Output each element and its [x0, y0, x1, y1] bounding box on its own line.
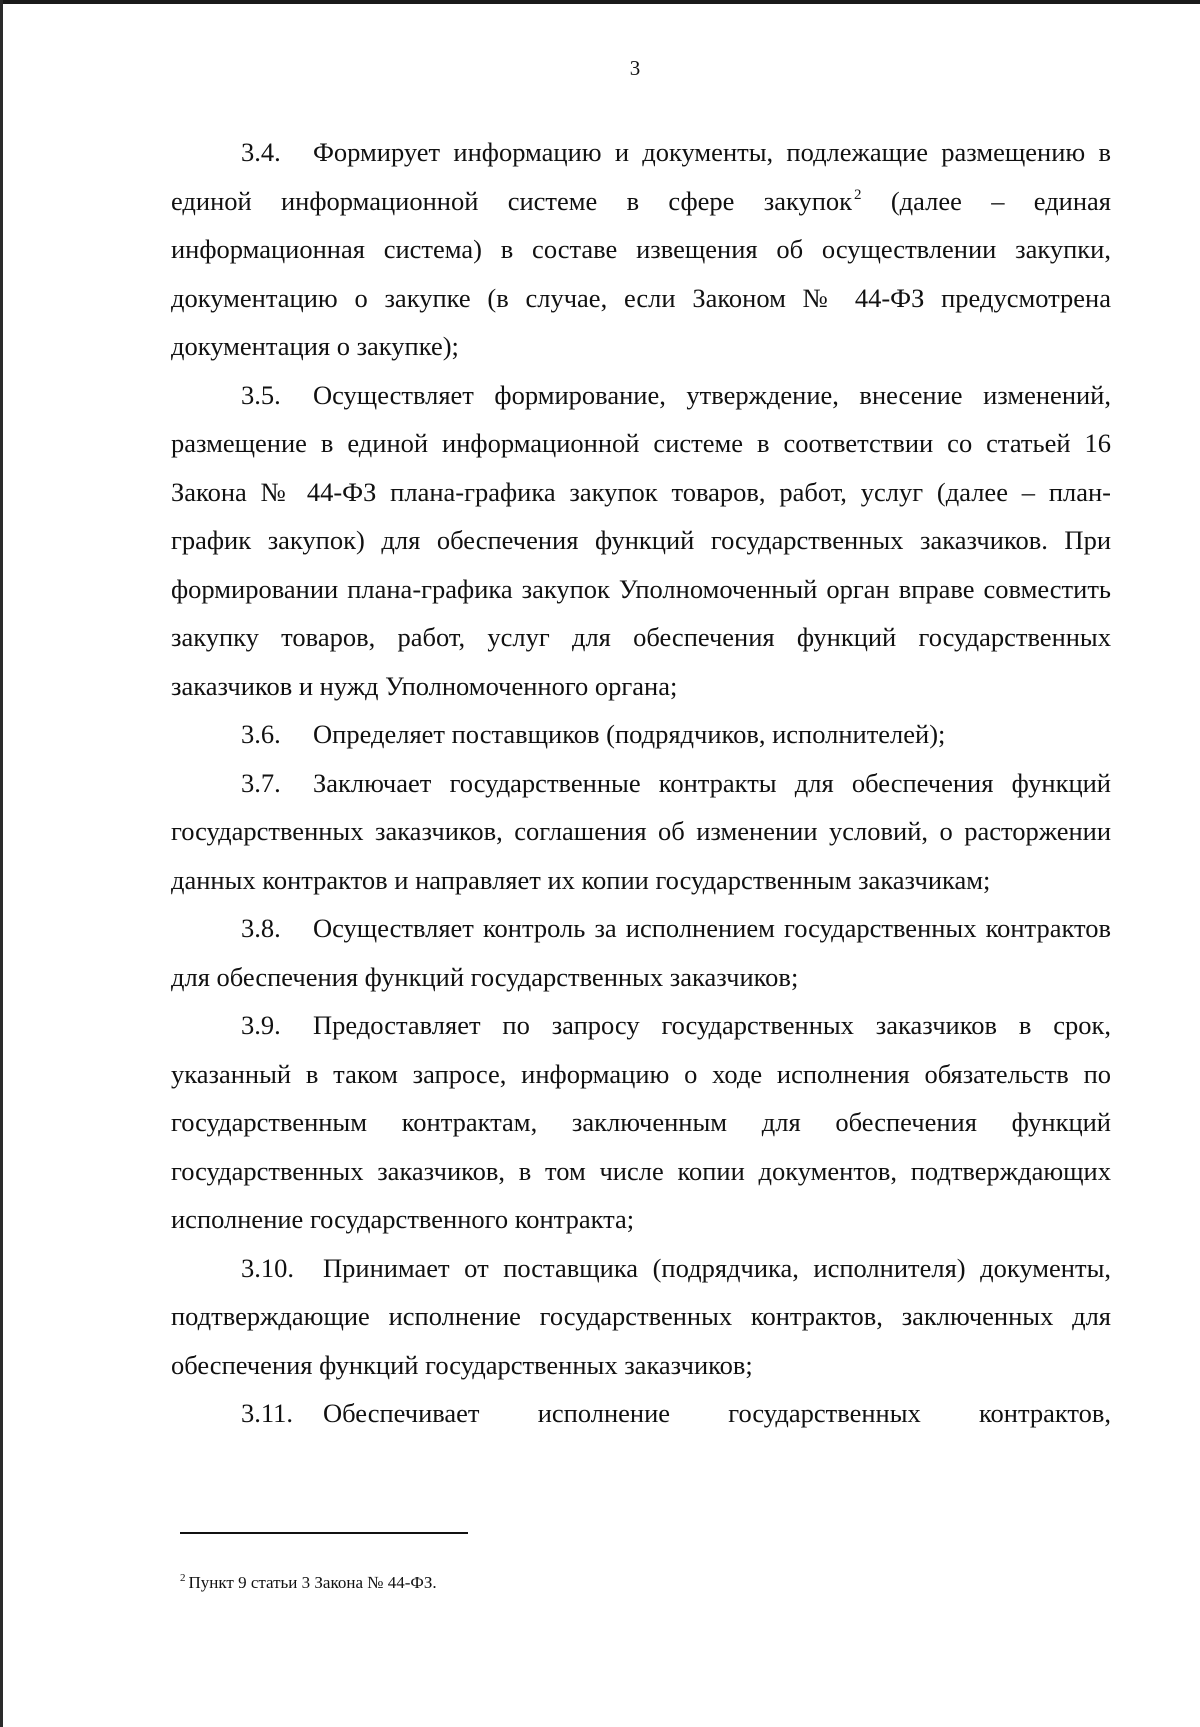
paragraph-3-6	[171, 710, 1111, 759]
paragraph-number: 3.5.	[241, 379, 281, 410]
paragraph-3-10	[171, 1244, 1111, 1390]
scan-border-top	[0, 0, 1200, 4]
footnote	[180, 1572, 437, 1594]
paragraph-text: Заключает государственные контракты для обеспечения функций государственных заказчиков, соглашения об изменении условий, о расторжении данных контрактов и направляет их копии государственным заказчикам;	[171, 767, 1111, 895]
footnote-marker: 2	[180, 1572, 186, 1584]
paragraph-number: 3.10.	[241, 1252, 294, 1283]
footnote-text: Пункт 9 статьи 3 Закона № 44-ФЗ.	[188, 1573, 437, 1592]
paragraph-text: Определяет поставщиков (подрядчиков, исполнителей);	[313, 719, 946, 749]
paragraph-3-9	[171, 1001, 1111, 1244]
paragraph-number: 3.7.	[241, 767, 281, 798]
paragraph-number: 3.6.	[241, 719, 281, 749]
paragraph-text: Формирует информацию и документы, подлежащие размещению в единой информационной системе в сфере закупок	[171, 137, 1111, 216]
document-body	[171, 128, 1111, 1438]
footnote-reference[interactable]: 2	[854, 186, 862, 203]
paragraph-text: Принимает от поставщика (подрядчика, исполнителя) документы, подтверждающие исполнение государственных контрактов, заключенных для обеспечения функций государственных заказчиков;	[171, 1252, 1111, 1380]
paragraph-number: 3.9.	[241, 1010, 281, 1040]
paragraph-3-8	[171, 904, 1111, 1001]
paragraph-text-continued: (далее – единая информационная система) в составе извещения об осуществлении закупки, документацию о закупке (в случае, если Законом № 44-ФЗ предусмотрена документация о закупке);	[171, 185, 1111, 361]
paragraph-text: Осуществляет формирование, утверждение, внесение изменений, размещение в единой информационной системе в соответствии со статьей 16 Закона № 44-ФЗ плана-графика закупок товаров, работ, услуг (далее – план-график закупок) для обеспечения функций государственных заказчиков. При формировании плана-графика закупок Уполномоченный орган вправе совместить закупку товаров, работ, услуг для обеспечения функций государственных заказчиков и нужд Уполномоченного органа;	[171, 379, 1111, 701]
paragraph-3-11	[171, 1389, 1111, 1438]
paragraph-3-4	[171, 128, 1111, 371]
paragraph-text: Осуществляет контроль за исполнением государственных контрактов для обеспечения функций государственных заказчиков;	[171, 913, 1111, 992]
paragraph-number: 3.4.	[241, 137, 281, 167]
paragraph-3-7	[171, 759, 1111, 905]
paragraph-text: Обеспечивает исполнение государственных контрактов,	[323, 1398, 1111, 1428]
paragraph-text: Предоставляет по запросу государственных заказчиков в срок, указанный в таком запросе, информацию о ходе исполнения обязательств по государственным контрактам, заключенным для обеспечения функций государственных заказчиков, в том числе копии документов, подтверждающих исполнение государственного контракта;	[171, 1010, 1111, 1234]
footnote-separator	[180, 1532, 468, 1534]
page-number: 3	[629, 56, 641, 80]
paragraph-3-5	[171, 371, 1111, 711]
paragraph-number: 3.11.	[241, 1398, 294, 1428]
scan-border-left	[0, 0, 3, 1727]
paragraph-number: 3.8.	[241, 913, 281, 943]
